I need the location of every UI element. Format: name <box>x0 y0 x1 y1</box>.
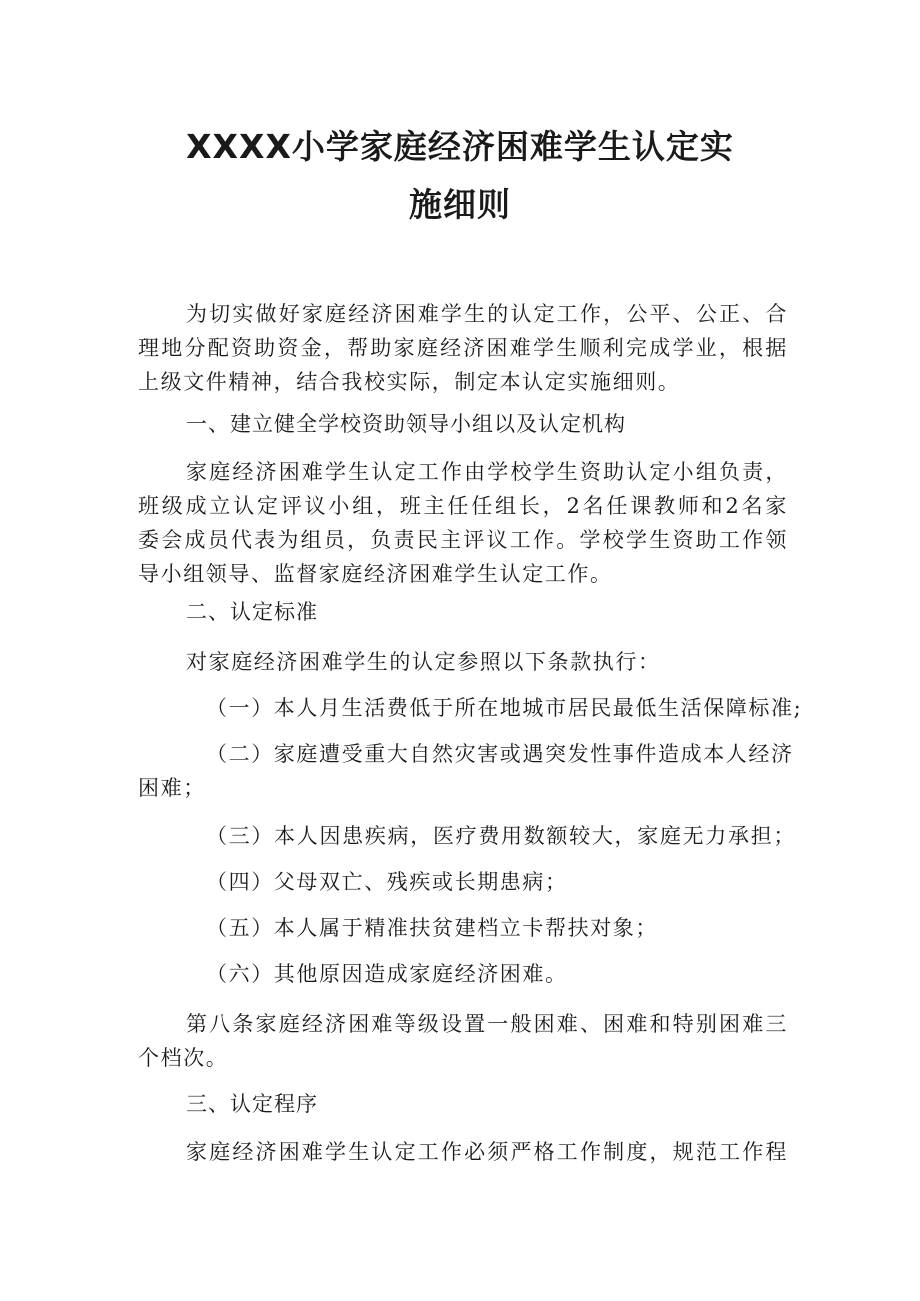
intro-line-2: 理地分配资助资金，帮助家庭经济困难学生顺利完成学业，根据 <box>138 336 788 360</box>
article-8-line-2: 个档次。 <box>138 1046 229 1070</box>
document-title-line-2: 施细则 <box>409 185 511 224</box>
criteria-item-2-line-2: 困难； <box>138 776 206 800</box>
intro-line-1: 为切实做好家庭经济困难学生的认定工作，公平、公正、合 <box>186 302 788 326</box>
section-1-heading: 一、建立健全学校资助领导小组以及认定机构 <box>186 412 626 436</box>
criteria-item-1: （一）本人月生活费低于所在地城市居民最低生活保障标准; <box>206 696 803 720</box>
section-1-line-2: 班级成立认定评议小组，班主任任组长，2名任课教师和2名家 <box>138 494 788 518</box>
criteria-item-5: （五）本人属于精准扶贫建档立卡帮扶对象； <box>206 916 658 940</box>
section-1-line-3: 委会成员代表为组员，负责民主评议工作。学校学生资助工作领 <box>138 528 788 552</box>
criteria-item-6: （六）其他原因造成家庭经济困难。 <box>206 962 568 986</box>
intro-line-3: 上级文件精神，结合我校实际，制定本认定实施细则。 <box>138 370 681 394</box>
section-1-line-1: 家庭经济困难学生认定工作由学校学生资助认定小组负责， <box>186 460 788 484</box>
criteria-item-4: （四）父母双亡、残疾或长期患病； <box>206 870 568 894</box>
criteria-item-3: （三）本人因患疾病，医疗费用数额较大，家庭无力承担； <box>206 824 796 848</box>
section-3-heading: 三、认定程序 <box>186 1092 318 1116</box>
section-2-intro: 对家庭经济困难学生的认定参照以下条款执行： <box>186 650 661 674</box>
section-3-line-1: 家庭经济困难学生认定工作必须严格工作制度，规范工作程 <box>186 1140 788 1164</box>
section-2-heading: 二、认定标准 <box>186 600 318 624</box>
section-1-line-4: 导小组领导、监督家庭经济困难学生认定工作。 <box>138 562 613 586</box>
article-8-line-1: 第八条家庭经济困难等级设置一般困难、困难和特别困难三 <box>186 1012 788 1036</box>
criteria-item-2-line-1: （二）家庭遭受重大自然灾害或遇突发性事件造成本人经济 <box>206 742 794 766</box>
document-title-line-1: XXXX小学家庭经济困难学生认定实 <box>186 127 734 166</box>
